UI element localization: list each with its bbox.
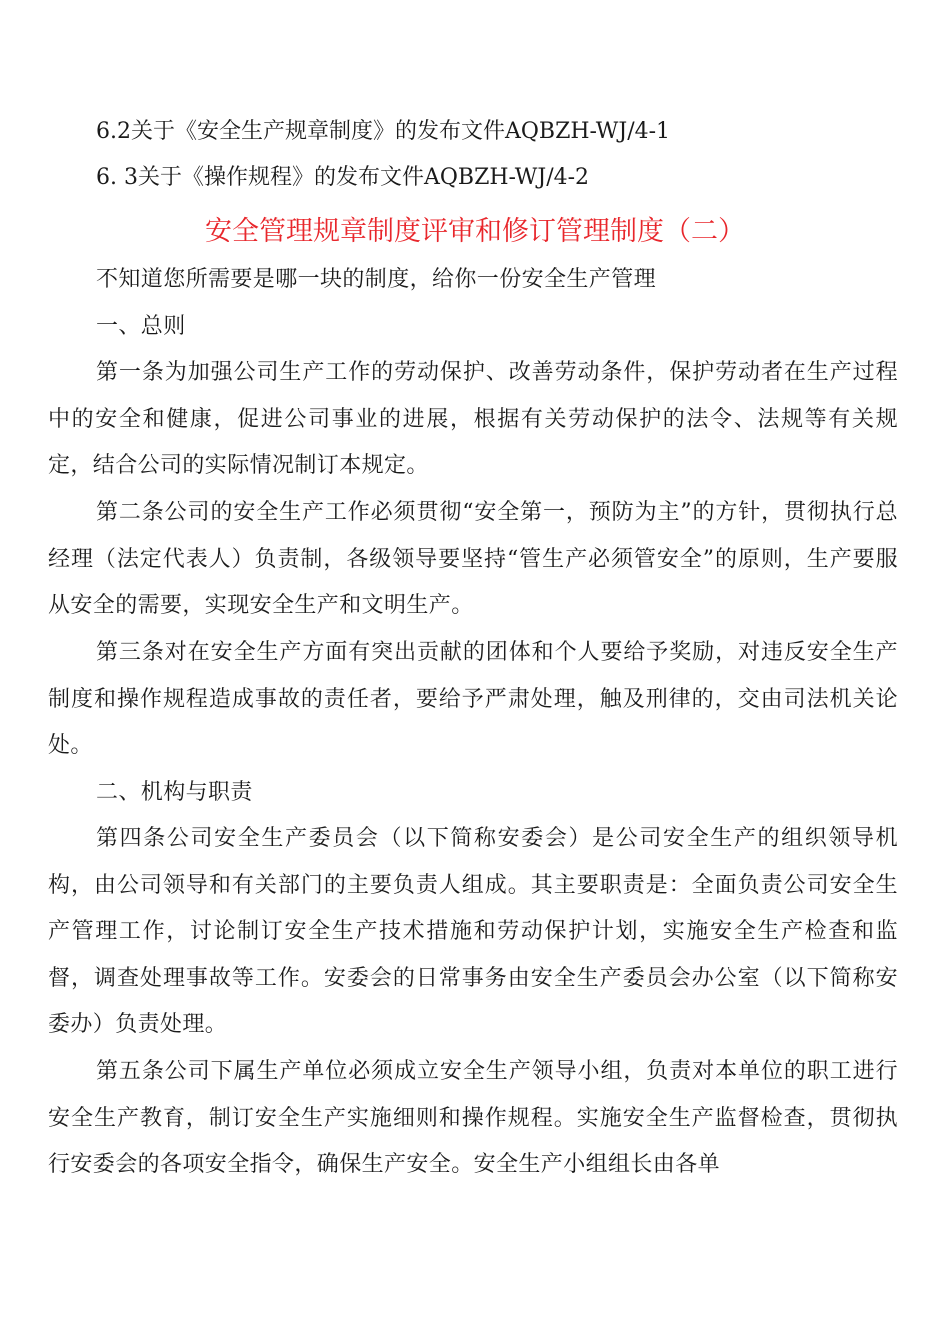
document-title: 安全管理规章制度评审和修订管理制度（二）	[205, 216, 745, 247]
article-1: 第一条为加强公司生产工作的劳动保护、改善劳动条件，保护劳动者在生产过程中的安全和健康，促进公司事业的进展，根据有关劳动保护的法令、法规等有关规定，结合公司的实际情况制订本规定。	[48, 360, 898, 478]
article-3: 第三条对在安全生产方面有突出贡献的团体和个人要给予奖励，对违反安全生产制度和操作规程造成事故的责任者，要给予严肃处理，触及刑律的，交由司法机关论处。	[48, 640, 898, 758]
article-4: 第四条公司安全生产委员会（以下简称安委会）是公司安全生产的组织领导机构，由公司领导和有关部门的主要负责人组成。其主要职责是：全面负责公司安全生产管理工作，讨论制订安全生产技术措施和劳动保护计划，实施安全生产检查和监督，调查处理事故等工作。安委会的日常事务由安全生产委员会办公室（以下简称安委办）负责处理。	[48, 826, 898, 1037]
article-5: 第五条公司下属生产单位必须成立安全生产领导小组，负责对本单位的职工进行安全生产教育，制订安全生产实施细则和操作规程。实施安全生产监督检查，贯彻执行安委会的各项安全指令，确保生产安全。安全生产小组组长由各单	[48, 1059, 898, 1177]
intro-paragraph: 不知道您所需要是哪一块的制度，给你一份安全生产管理	[96, 267, 657, 292]
section-heading-organization: 二、机构与职责	[96, 780, 253, 805]
reference-line-2: 6. 3关于《操作规程》的发布文件AQBZH-WJ/4-2	[96, 165, 590, 190]
section-heading-general: 一、总则	[96, 314, 186, 339]
reference-line-1: 6.2关于《安全生产规章制度》的发布文件AQBZH-WJ/4-1	[96, 119, 671, 144]
article-2: 第二条公司的安全生产工作必须贯彻“安全第一，预防为主”的方针，贯彻执行总经理（法定代表人）负责制，各级领导要坚持“管生产必须管安全”的原则，生产要服从安全的需要，实现安全生产和文明生产。	[48, 500, 898, 618]
